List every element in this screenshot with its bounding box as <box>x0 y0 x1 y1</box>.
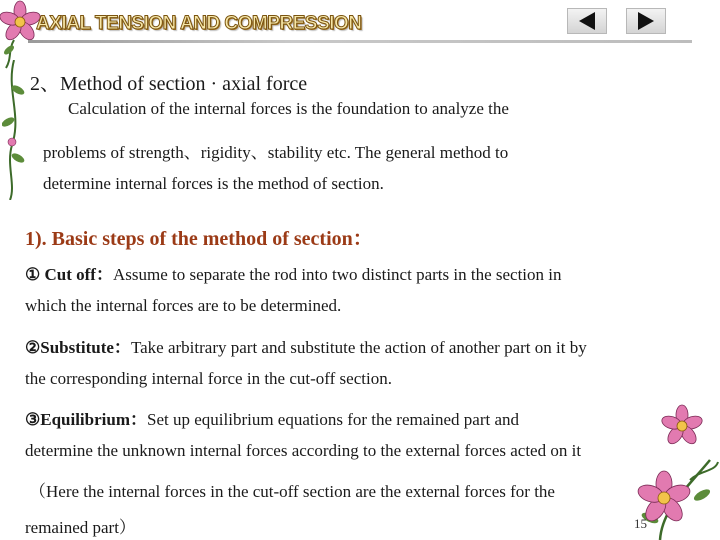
slide-title: AXIAL TENSION AND COMPRESSION <box>36 13 362 34</box>
previous-slide-button[interactable] <box>567 8 607 34</box>
step-3-note: （Here the internal forces in the cut-off section are the external forces for the <box>29 482 555 501</box>
section-heading: 2、Method of section · axial force <box>30 73 308 95</box>
step-2-continuation: the corresponding internal force in the cut-off section. <box>25 369 392 388</box>
step-3-term: ③Equilibrium： <box>25 410 147 429</box>
header-rule <box>28 40 692 43</box>
step-3-note-end: remained part） <box>25 518 136 537</box>
triangle-left-icon <box>579 12 595 30</box>
step-1-term: ① Cut off： <box>25 265 113 284</box>
page-number: 15 <box>634 516 647 531</box>
step-3-continuation: determine the unknown internal forces according to the external forces acted on it <box>25 441 582 460</box>
next-slide-button[interactable] <box>626 8 666 34</box>
triangle-right-icon <box>638 12 654 30</box>
intro-line: problems of strength、rigidity、stability etc. The general method to <box>43 143 509 162</box>
flower-cluster-icon <box>590 400 720 540</box>
step-2-line <box>25 333 587 358</box>
step-2-text: Take arbitrary part and substitute the action of another part on it by <box>130 338 587 357</box>
step-1-text: Assume to separate the rod into two distinct parts in the section in <box>112 265 562 284</box>
step-3-text: Set up equilibrium equations for the remained part and <box>147 410 520 429</box>
steps-heading: 1). Basic steps of the method of section： <box>25 228 373 250</box>
intro-line: determine internal forces is the method of section. <box>43 174 384 193</box>
step-2-term: ②Substitute： <box>25 338 131 357</box>
step-1-line <box>25 260 562 285</box>
vine-decoration-icon <box>2 60 28 200</box>
step-1-continuation: which the internal forces are to be determined. <box>25 296 342 315</box>
step-3-line <box>25 405 519 430</box>
intro-line: Calculation of the internal forces is the foundation to analyze the <box>68 99 509 118</box>
